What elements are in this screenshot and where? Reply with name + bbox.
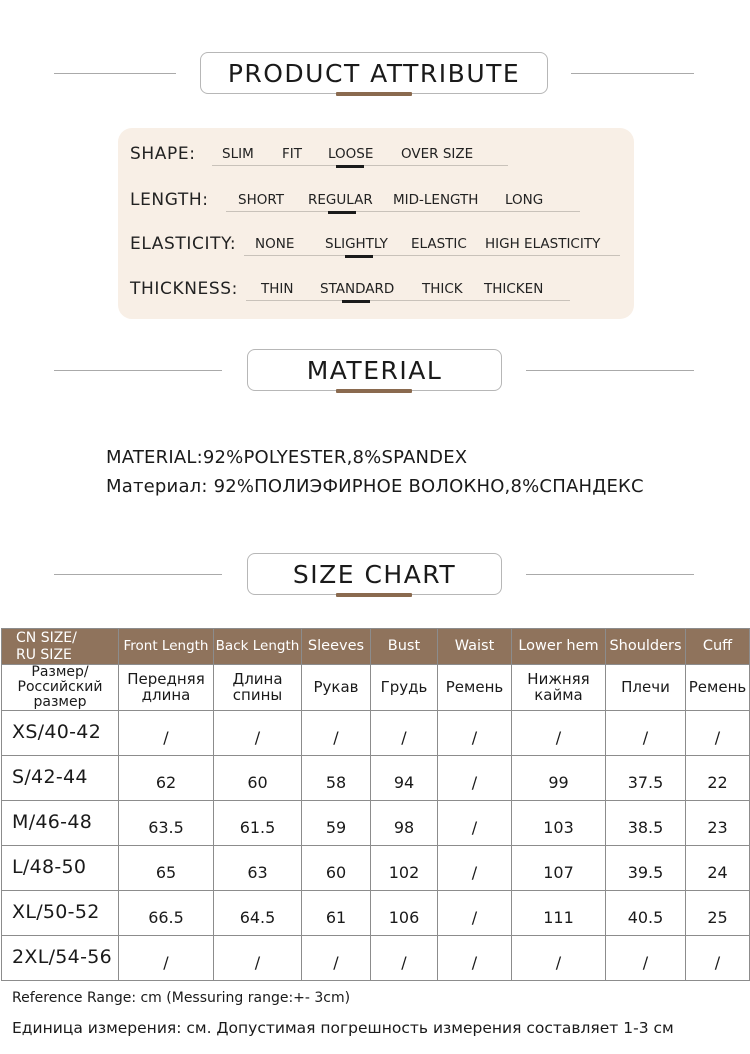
value-cell: 38.5 bbox=[606, 801, 686, 846]
value-cell: / bbox=[438, 801, 512, 846]
size-chart-title-text: SIZE CHART bbox=[292, 559, 457, 589]
attribute-label: ELASTICITY: bbox=[130, 234, 237, 254]
ru-header-size bbox=[2, 665, 119, 711]
header-rule-right bbox=[526, 370, 694, 371]
value-cell: 106 bbox=[371, 891, 438, 936]
size-cell: 2XL/54-56 bbox=[2, 936, 119, 981]
value-cell: / bbox=[438, 936, 512, 981]
product-attribute-header bbox=[0, 52, 750, 102]
table-row bbox=[2, 846, 750, 891]
attribute-option: SLIGHTLY bbox=[325, 236, 388, 252]
value-cell: / bbox=[371, 711, 438, 756]
size-cell: M/46-48 bbox=[2, 801, 119, 846]
material-english: MATERIAL:92%POLYESTER,8%SPANDEX bbox=[106, 447, 468, 468]
ru-header-line: Российский bbox=[17, 679, 103, 696]
header-text: Bust bbox=[387, 638, 421, 655]
attribute-option: LONG bbox=[505, 192, 544, 208]
attribute-option: STANDARD bbox=[320, 281, 395, 297]
selected-marker bbox=[345, 255, 373, 258]
table-header-row bbox=[2, 629, 750, 665]
table-russian-header-row bbox=[2, 665, 750, 711]
ru-header-line: спины bbox=[232, 685, 283, 704]
attribute-panel bbox=[118, 128, 634, 319]
ru-header-cell bbox=[512, 665, 606, 711]
value-cell: / bbox=[438, 711, 512, 756]
attribute-option: LOOSE bbox=[328, 146, 374, 162]
product-attribute-title bbox=[200, 52, 548, 94]
ru-header-cell bbox=[371, 665, 438, 711]
value-cell: 61.5 bbox=[214, 801, 302, 846]
header-shoulders bbox=[606, 629, 686, 665]
value-cell: / bbox=[119, 936, 214, 981]
value-cell: 40.5 bbox=[606, 891, 686, 936]
size-chart-table bbox=[1, 628, 750, 981]
header-accent-bar bbox=[336, 389, 412, 393]
attribute-option: THICK bbox=[422, 281, 463, 297]
header-text: Cuff bbox=[702, 638, 733, 655]
ru-header-line: Длина bbox=[232, 669, 283, 688]
value-cell: / bbox=[214, 936, 302, 981]
value-cell: / bbox=[686, 936, 750, 981]
attribute-option: THIN bbox=[261, 281, 294, 297]
size-cell: XS/40-42 bbox=[2, 711, 119, 756]
attribute-row-thickness bbox=[130, 271, 630, 303]
header-accent-bar bbox=[336, 92, 412, 96]
header-rule-right bbox=[571, 73, 694, 74]
value-cell: / bbox=[438, 846, 512, 891]
attribute-option: HIGH ELASTICITY bbox=[485, 236, 601, 252]
size-cell: L/48-50 bbox=[2, 846, 119, 891]
value-cell: 39.5 bbox=[606, 846, 686, 891]
size-cell: S/42-44 bbox=[2, 756, 119, 801]
header-text: Lower hem bbox=[518, 638, 599, 655]
value-cell: 61 bbox=[302, 891, 371, 936]
header-waist bbox=[438, 629, 512, 665]
header-rule-left bbox=[54, 73, 176, 74]
product-attribute-title-text: PRODUCT ATTRIBUTE bbox=[227, 58, 521, 88]
header-line: RU SIZE bbox=[16, 646, 72, 663]
ru-header-line: Размер/ bbox=[31, 664, 89, 681]
header-bust bbox=[371, 629, 438, 665]
value-cell: 58 bbox=[302, 756, 371, 801]
attribute-option: MID-LENGTH bbox=[393, 192, 479, 208]
size-cell: XL/50-52 bbox=[2, 891, 119, 936]
attribute-option: SHORT bbox=[238, 192, 284, 208]
header-text: Front Length bbox=[123, 638, 209, 655]
ru-header-cell bbox=[686, 665, 750, 711]
header-text: Waist bbox=[454, 638, 495, 655]
table-row bbox=[2, 891, 750, 936]
value-cell: 103 bbox=[512, 801, 606, 846]
ru-header-line: кайма bbox=[534, 685, 583, 704]
attribute-row-shape bbox=[130, 136, 630, 168]
value-cell: 65 bbox=[119, 846, 214, 891]
header-cuff bbox=[686, 629, 750, 665]
header-text: Sleeves bbox=[307, 638, 365, 655]
ru-header-line: размер bbox=[33, 693, 87, 710]
attribute-option: ELASTIC bbox=[411, 236, 467, 252]
value-cell: 102 bbox=[371, 846, 438, 891]
header-lower-hem bbox=[512, 629, 606, 665]
value-cell: / bbox=[512, 936, 606, 981]
table-row bbox=[2, 801, 750, 846]
value-cell: 94 bbox=[371, 756, 438, 801]
attribute-label: LENGTH: bbox=[130, 190, 209, 210]
attribute-option: OVER SIZE bbox=[401, 146, 474, 162]
attribute-option: REGULAR bbox=[308, 192, 373, 208]
attribute-option: NONE bbox=[255, 236, 295, 252]
value-cell: / bbox=[606, 936, 686, 981]
header-rule-left bbox=[54, 370, 222, 371]
ru-header-line: Плечи bbox=[621, 677, 670, 696]
value-cell: / bbox=[371, 936, 438, 981]
attribute-underline bbox=[244, 255, 620, 256]
measurement-note-russian: Единица измерения: см. Допустимая погрешность измерения составляет 1-3 см bbox=[12, 1019, 674, 1037]
table-row bbox=[2, 711, 750, 756]
value-cell: 24 bbox=[686, 846, 750, 891]
value-cell: / bbox=[214, 711, 302, 756]
value-cell: 37.5 bbox=[606, 756, 686, 801]
material-header bbox=[0, 349, 750, 399]
value-cell: / bbox=[438, 756, 512, 801]
value-cell: / bbox=[606, 711, 686, 756]
header-sleeves bbox=[302, 629, 371, 665]
ru-header-line: Передняя bbox=[127, 669, 205, 688]
header-text: Shoulders bbox=[609, 638, 682, 655]
ru-header-line: Ремень bbox=[688, 677, 747, 696]
attribute-label: THICKNESS: bbox=[130, 279, 238, 299]
attribute-option: THICKEN bbox=[484, 281, 544, 297]
value-cell: / bbox=[119, 711, 214, 756]
attribute-underline bbox=[246, 300, 570, 301]
ru-header-cell bbox=[606, 665, 686, 711]
value-cell: 60 bbox=[302, 846, 371, 891]
value-cell: / bbox=[512, 711, 606, 756]
ru-header-cell bbox=[214, 665, 302, 711]
attribute-label: SHAPE: bbox=[130, 144, 196, 164]
attribute-row-elasticity bbox=[130, 226, 630, 258]
material-title-text: MATERIAL bbox=[306, 355, 443, 385]
reference-range-note: Reference Range: cm (Messuring range:+- 3cm) bbox=[12, 990, 351, 1006]
value-cell: 99 bbox=[512, 756, 606, 801]
attribute-underline bbox=[226, 211, 580, 212]
header-front-length bbox=[119, 629, 214, 665]
size-chart-header bbox=[0, 553, 750, 603]
attribute-option: FIT bbox=[282, 146, 302, 162]
value-cell: / bbox=[438, 891, 512, 936]
size-chart-title bbox=[247, 553, 502, 595]
ru-header-line: Рукав bbox=[313, 677, 359, 696]
ru-header-cell bbox=[302, 665, 371, 711]
selected-marker bbox=[336, 165, 364, 168]
value-cell: / bbox=[302, 711, 371, 756]
header-rule-left bbox=[54, 574, 222, 575]
header-accent-bar bbox=[336, 593, 412, 597]
attribute-option: SLIM bbox=[222, 146, 254, 162]
table-row bbox=[2, 756, 750, 801]
ru-header-line: Ремень bbox=[445, 677, 504, 696]
material-title bbox=[247, 349, 502, 391]
attribute-row-length bbox=[130, 182, 630, 214]
selected-marker bbox=[328, 211, 356, 214]
value-cell: 60 bbox=[214, 756, 302, 801]
value-cell: / bbox=[686, 711, 750, 756]
value-cell: 63.5 bbox=[119, 801, 214, 846]
header-back-length bbox=[214, 629, 302, 665]
header-cn-ru-size bbox=[2, 629, 119, 665]
value-cell: 98 bbox=[371, 801, 438, 846]
value-cell: 64.5 bbox=[214, 891, 302, 936]
value-cell: / bbox=[302, 936, 371, 981]
header-line: CN SIZE/ bbox=[16, 630, 77, 647]
header-text: Back Length bbox=[215, 638, 300, 655]
header-rule-right bbox=[526, 574, 694, 575]
material-russian: Материал: 92%ПОЛИЭФИРНОЕ ВОЛОКНО,8%СПАНДЕКС bbox=[106, 476, 644, 497]
value-cell: 66.5 bbox=[119, 891, 214, 936]
ru-header-line: длина bbox=[141, 685, 191, 704]
value-cell: 22 bbox=[686, 756, 750, 801]
value-cell: 111 bbox=[512, 891, 606, 936]
value-cell: 63 bbox=[214, 846, 302, 891]
value-cell: 25 bbox=[686, 891, 750, 936]
ru-header-line: Грудь bbox=[380, 677, 428, 696]
selected-marker bbox=[342, 300, 370, 303]
ru-header-line: Нижняя bbox=[527, 669, 590, 688]
table-row bbox=[2, 936, 750, 981]
value-cell: 59 bbox=[302, 801, 371, 846]
ru-header-cell bbox=[119, 665, 214, 711]
ru-header-cell bbox=[438, 665, 512, 711]
value-cell: 62 bbox=[119, 756, 214, 801]
value-cell: 107 bbox=[512, 846, 606, 891]
value-cell: 23 bbox=[686, 801, 750, 846]
